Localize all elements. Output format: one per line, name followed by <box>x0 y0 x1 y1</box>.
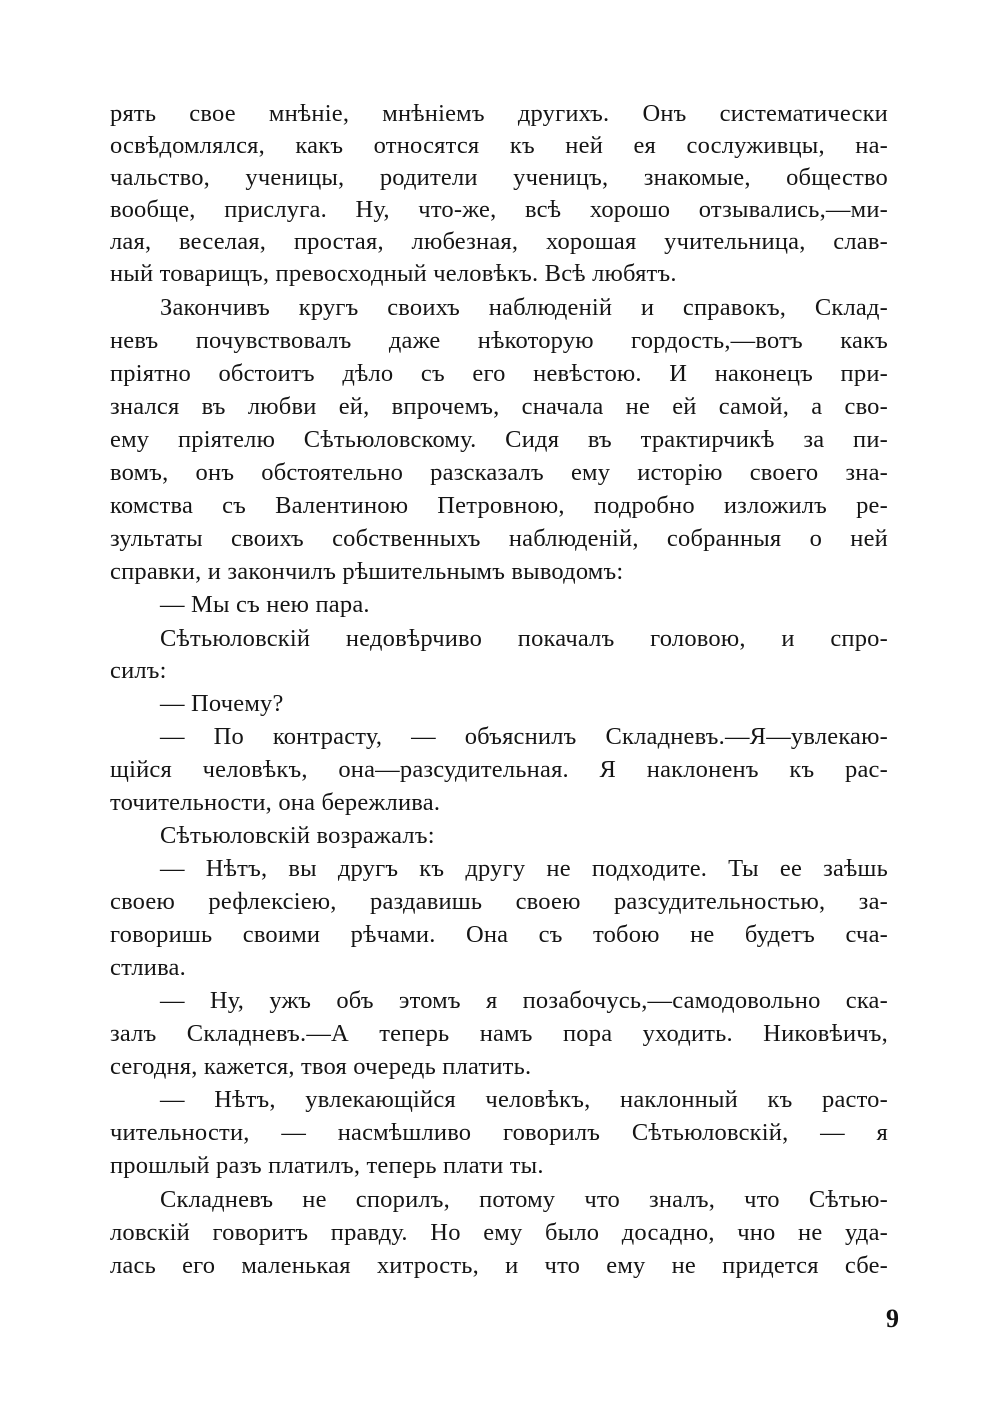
text-line-4: вообще, прислуга. Ну, что-же, всѣ хорошо отзывались,—ми- <box>110 196 888 223</box>
text-line-5: лая, веселая, простая, любезная, хорошая учительница, слав- <box>110 228 888 255</box>
text-line-26: говоришь своими рѣчами. Она съ тобою не будетъ сча- <box>110 921 888 948</box>
text-line-12: вомъ, онъ обстоятельно разсказалъ ему исторію своего зна- <box>110 459 888 486</box>
text-line-32: чительности, — насмѣшливо говорилъ Сѣтьюловскій, — я <box>110 1119 888 1146</box>
text-line-17: Сѣтьюловскій недовѣрчиво покачалъ головою, и спро- <box>160 625 888 652</box>
text-line-29: залъ Складневъ.—А теперь намъ пора уходить. Никовѣичъ, <box>110 1020 888 1047</box>
text-line-24: — Нѣтъ, вы другъ къ другу не подходите. Ты ее заѣшь <box>160 855 888 882</box>
text-line-18: силъ: <box>110 657 167 684</box>
text-line-13: комства съ Валентиною Петровною, подробно изложилъ ре- <box>110 492 888 519</box>
text-line-31: — Нѣтъ, увлекающійся человѣкъ, наклонный къ расто- <box>160 1086 888 1113</box>
text-line-10: знался въ любви ей, впрочемъ, сначала не ей самой, а сво- <box>110 393 888 420</box>
text-line-1: рять свое мнѣніе, мнѣніемъ другихъ. Онъ систематически <box>110 100 888 127</box>
text-line-7: Закончивъ кругъ своихъ наблюденій и справокъ, Склад- <box>160 294 888 321</box>
text-line-3: чальство, ученицы, родители ученицъ, знакомые, общество <box>110 164 888 191</box>
text-line-36: лась его маленькая хитрость, и что ему не придется сбе- <box>110 1252 888 1279</box>
text-line-14: зультаты своихъ собственныхъ наблюденій, собранныя о ней <box>110 525 888 552</box>
text-line-9: пріятно обстоитъ дѣло съ его невѣстою. И наконецъ при- <box>110 360 888 387</box>
text-line-28: — Ну, ужъ объ этомъ я позабочусь,—самодовольно ска- <box>160 987 888 1014</box>
text-line-20: — По контрасту, — объяснилъ Складневъ.—Я—увлекаю- <box>160 723 888 750</box>
text-line-19: — Почему? <box>160 690 284 717</box>
text-line-33: прошлый разъ платилъ, теперь плати ты. <box>110 1152 544 1179</box>
text-line-35: ловскій говоритъ правду. Но ему было досадно, чно не уда- <box>110 1219 888 1246</box>
text-line-21: щійся человѣкъ, она—разсудительная. Я наклоненъ къ рас- <box>110 756 888 783</box>
text-line-16: — Мы съ нею пара. <box>160 591 370 618</box>
text-line-6: ный товарищъ, превосходный человѣкъ. Всѣ любятъ. <box>110 260 677 287</box>
text-line-27: стлива. <box>110 954 186 981</box>
page-number: 9 <box>886 1304 899 1333</box>
text-line-8: невъ почувствовалъ даже нѣкоторую гордость,—вотъ какъ <box>110 327 888 354</box>
text-line-11: ему пріятелю Сѣтьюловскому. Сидя въ трактирчикѣ за пи- <box>110 426 888 453</box>
text-line-22: точительности, она бережлива. <box>110 789 441 816</box>
text-line-23: Сѣтьюловскій возражалъ: <box>160 822 435 849</box>
text-line-15: справки, и закончилъ рѣшительнымъ выводомъ: <box>110 558 624 585</box>
text-line-25: своею рефлексіею, раздавишь своею разсудительностью, за- <box>110 888 888 915</box>
text-line-2: освѣдомлялся, какъ относятся къ ней ея сослуживцы, на- <box>110 132 888 159</box>
text-line-30: сегодня, кажется, твоя очередь платить. <box>110 1053 532 1080</box>
text-line-34: Складневъ не спорилъ, потому что зналъ, что Сѣтью- <box>160 1186 888 1213</box>
